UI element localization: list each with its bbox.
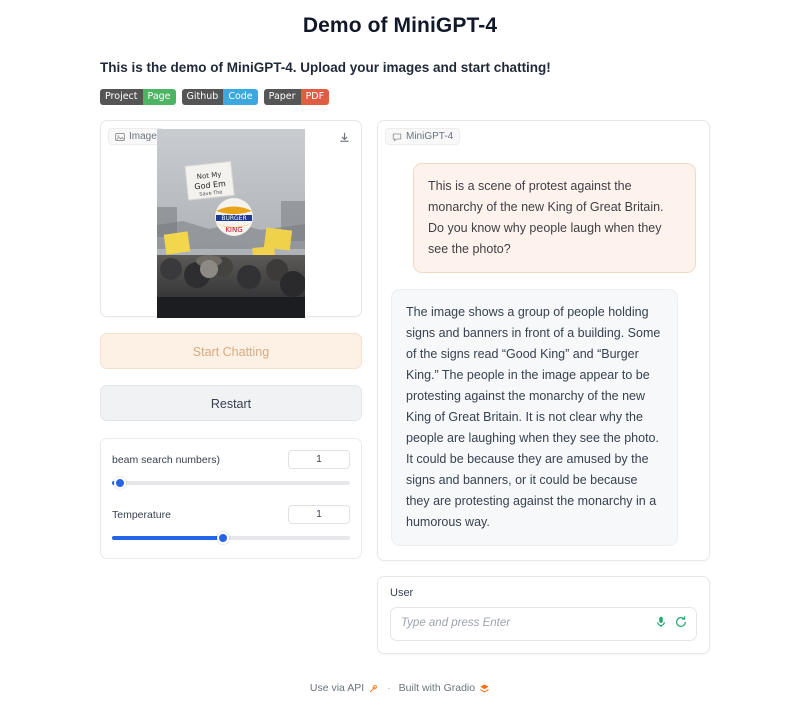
page-subtitle: This is the demo of MiniGPT-4. Upload your images and start chatting! [100, 60, 551, 75]
built-with-gradio-link[interactable] [399, 682, 490, 694]
use-via-api-label: Use via API [309, 682, 365, 694]
user-input-placeholder: Type and press Enter [401, 616, 511, 629]
badge-row [100, 89, 800, 105]
beam-search-slider[interactable] [112, 475, 350, 489]
chatbot-label-text: MiniGPT-4 [406, 131, 454, 142]
footer-separator: · [387, 682, 391, 694]
uploaded-image[interactable] [157, 129, 305, 318]
beam-search-control [112, 450, 350, 489]
page-title: Demo of MiniGPT-4 [302, 14, 498, 37]
github-code-badge[interactable] [182, 89, 258, 105]
footer [0, 682, 800, 694]
left-column [100, 120, 362, 654]
app-root [0, 14, 800, 702]
github-code-badge-left: Github [182, 89, 224, 105]
right-column [377, 120, 710, 654]
microphone-icon[interactable] [654, 615, 668, 629]
download-icon[interactable] [336, 129, 353, 146]
svg-text:BURGER: BURGER [221, 215, 247, 222]
temperature-control [112, 505, 350, 544]
temperature-value[interactable]: 1 [288, 505, 350, 524]
image-panel-label-text: Image [129, 131, 157, 142]
user-input-panel [377, 576, 710, 654]
svg-text:Save The: Save The [199, 189, 223, 198]
image-upload-panel[interactable] [100, 120, 362, 317]
temperature-knob[interactable] [217, 532, 229, 544]
main-columns [100, 120, 710, 654]
chat-icon [392, 132, 402, 142]
beam-search-label: beam search numbers) [112, 453, 220, 466]
beam-search-track [112, 481, 350, 485]
restart-button[interactable]: Restart [100, 385, 362, 421]
project-page-badge-right: Page [143, 89, 176, 105]
built-with-gradio-label: Built with Gradio [398, 682, 476, 694]
user-input-label: User [390, 586, 414, 599]
chatbot-label [385, 128, 460, 145]
project-page-badge[interactable] [100, 89, 176, 105]
image-panel-label [108, 128, 164, 145]
textbox-icons [654, 615, 688, 629]
user-input-textbox[interactable] [390, 607, 697, 641]
use-via-api-link[interactable] [310, 682, 379, 694]
image-icon [115, 132, 125, 142]
temperature-fill [112, 536, 221, 540]
paper-pdf-badge[interactable] [264, 89, 329, 105]
start-chatting-button[interactable]: Start Chatting [100, 333, 362, 369]
beam-search-knob[interactable] [114, 477, 126, 489]
chat-message-user: This is a scene of protest against the monarchy of the new King of Great Britain. Do you know why people laugh when they see the photo? [413, 163, 696, 273]
temperature-slider[interactable] [112, 530, 350, 544]
chat-message-list [378, 147, 709, 560]
svg-text:God Em: God Em [193, 179, 227, 192]
generation-controls [100, 438, 362, 559]
chatbot-panel [377, 120, 710, 561]
svg-text:KING: KING [225, 226, 243, 234]
paper-pdf-badge-left: Paper [264, 89, 301, 105]
gradio-logo-icon [479, 683, 490, 694]
rocket-icon [368, 683, 379, 694]
project-page-badge-left: Project [100, 89, 143, 105]
svg-text:Not My: Not My [196, 170, 222, 182]
github-code-badge-right: Code [223, 89, 257, 105]
refresh-icon[interactable] [674, 615, 688, 629]
paper-pdf-badge-right: PDF [301, 89, 330, 105]
chat-message-assistant: The image shows a group of people holding signs and banners in front of a building. Some of the signs read “Good King” and “Burger King.” The people in the image appear to be protesting against the monarchy of the new King of Great Britain. It is not clear why the people are laughing when they see the photo. It could be because they are amused by the signs and banners, or it could be because they are protesting against the monarchy in a humorous way. [391, 289, 678, 546]
beam-search-value[interactable]: 1 [288, 450, 350, 469]
temperature-label: Temperature [112, 508, 171, 521]
